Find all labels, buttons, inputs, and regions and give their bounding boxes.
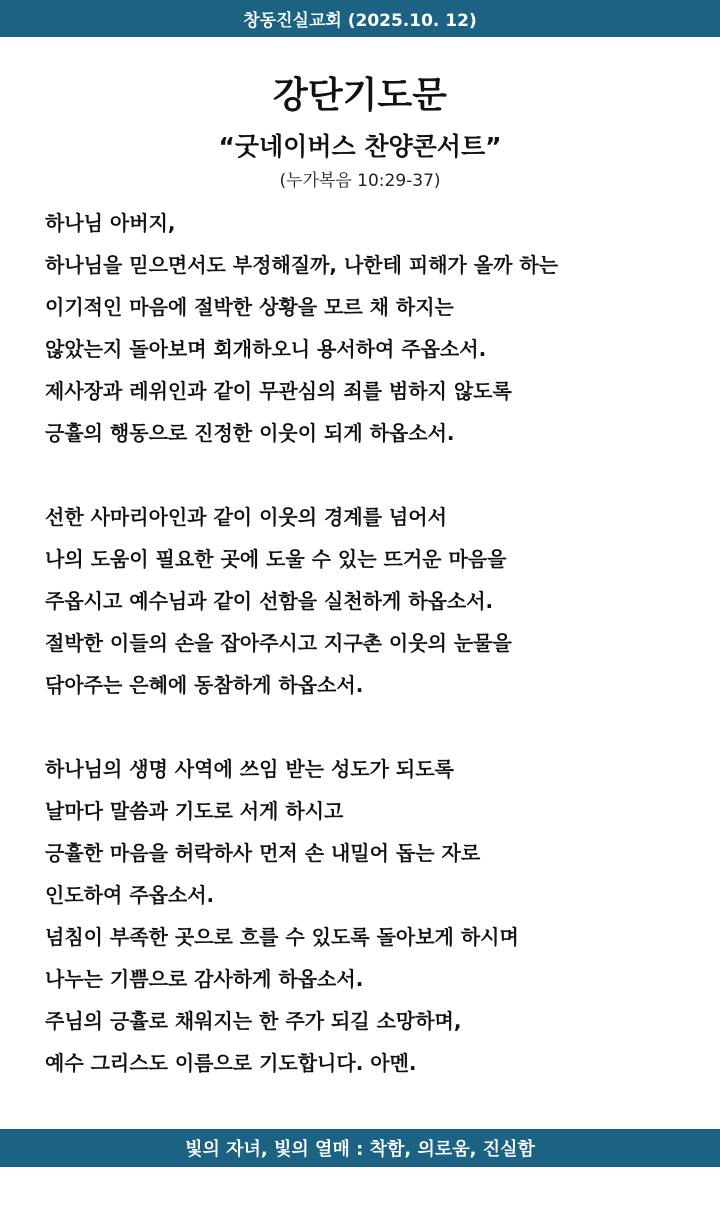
prayer-line: 제사장과 레위인과 같이 무관심의 죄를 범하지 않도록	[45, 379, 512, 403]
page-title: 강단기도문	[273, 75, 447, 116]
footer-bar	[0, 1129, 720, 1167]
prayer-line: 넘침이 부족한 곳으로 흐를 수 있도록 돌아보게 하시며	[45, 925, 519, 949]
sermon-subtitle: “굿네이버스 찬양콘서트”	[218, 132, 502, 161]
paragraph-gap	[45, 706, 695, 748]
prayer-line: 선한 사마리아인과 같이 이웃의 경계를 넘어서	[45, 505, 447, 529]
paragraph-gap	[45, 454, 695, 496]
prayer-line: 나의 도움이 필요한 곳에 도울 수 있는 뜨거운 마음을	[45, 547, 507, 571]
prayer-line: 나누는 기쁨으로 감사하게 하옵소서.	[45, 967, 364, 991]
prayer-line: 하나님 아버지,	[45, 211, 176, 235]
prayer-line: 주옵시고 예수님과 같이 선함을 실천하게 하옵소서.	[45, 589, 494, 613]
prayer-line: 긍휼의 행동으로 진정한 이웃이 되게 하옵소서.	[45, 421, 455, 445]
header-bar	[0, 0, 720, 37]
footer-motto: 빛의 자녀, 빛의 열매 : 착함, 의로움, 진실함	[185, 1139, 535, 1160]
scripture-reference: (누가복음 10:29-37)	[279, 171, 441, 191]
prayer-line: 하나님의 생명 사역에 쓰임 받는 성도가 되도록	[45, 757, 454, 781]
church-date-label: 창동진실교회 (2025.10. 12)	[243, 11, 477, 31]
prayer-line: 주님의 긍휼로 채워지는 한 주가 되길 소망하며,	[45, 1009, 462, 1033]
prayer-line: 닦아주는 은혜에 동참하게 하옵소서.	[45, 673, 364, 697]
prayer-line: 날마다 말씀과 기도로 서게 하시고	[45, 799, 344, 823]
prayer-line: 절박한 이들의 손을 잡아주시고 지구촌 이웃의 눈물을	[45, 631, 512, 655]
prayer-line: 인도하여 주옵소서.	[45, 883, 215, 907]
prayer-line: 이기적인 마음에 절박한 상황을 모르 채 하지는	[45, 295, 454, 319]
prayer-line: 않았는지 돌아보며 회개하오니 용서하여 주옵소서.	[45, 337, 487, 361]
prayer-line: 하나님을 믿으면서도 부정해질까, 나한테 피해가 올까 하는	[45, 253, 559, 277]
prayer-line: 예수 그리스도 이름으로 기도합니다. 아멘.	[45, 1051, 417, 1075]
prayer-body	[45, 202, 695, 1084]
prayer-line: 긍휼한 마음을 허락하사 먼저 손 내밀어 돕는 자로	[45, 841, 481, 865]
